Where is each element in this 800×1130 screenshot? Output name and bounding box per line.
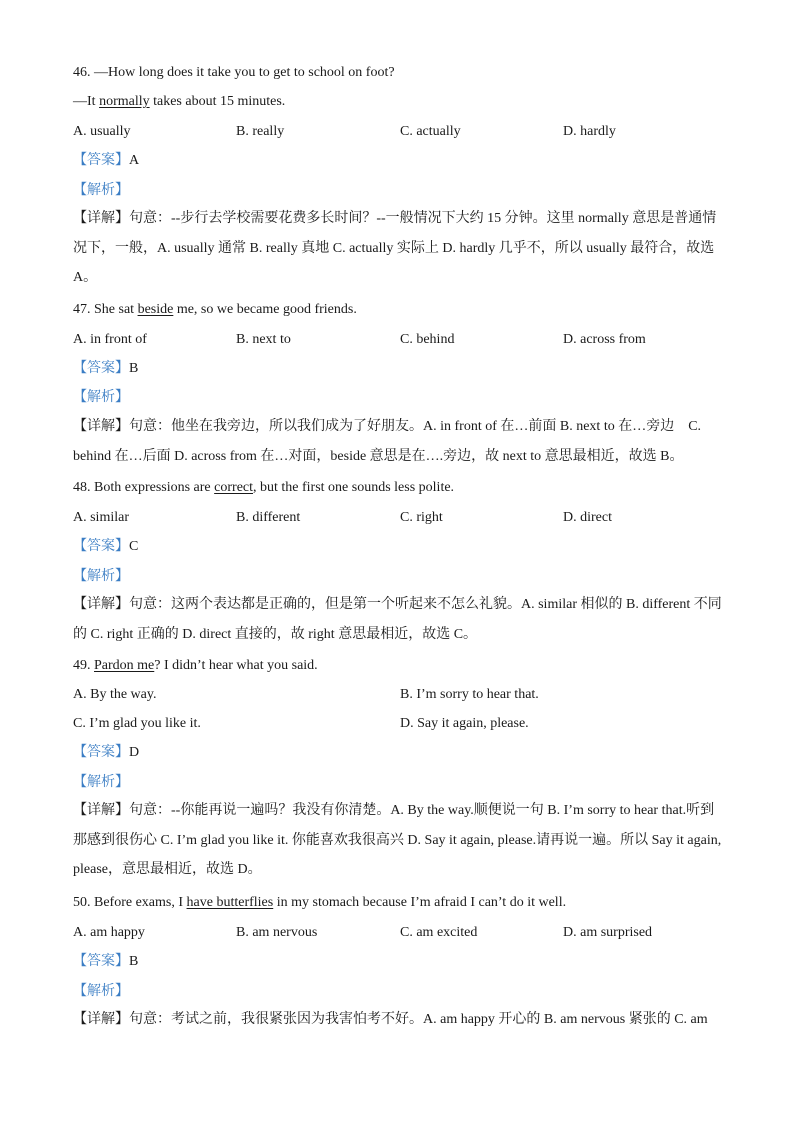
q47-option-a: A. in front of	[73, 332, 147, 347]
q46-answer	[73, 151, 139, 171]
q47-answer	[73, 359, 138, 379]
q46-stem	[73, 63, 395, 83]
q49-analysis-tag: 【解析】	[73, 775, 129, 790]
q46-detail	[73, 204, 728, 293]
q47-detail	[73, 412, 728, 471]
detail-tag: 【详解】	[73, 419, 129, 434]
answer-tag: 【答案】	[73, 745, 129, 760]
q48-option-a: A. similar	[73, 510, 129, 525]
q49-stem-post: ? I didn’t hear what you said.	[154, 658, 318, 673]
q49-option-d: D. Say it again, please.	[400, 716, 529, 731]
answer-tag: 【答案】	[73, 539, 129, 554]
q46-option-d: D. hardly	[563, 124, 616, 139]
q48-detail-text: 句意：这两个表达都是正确的，但是第一个听起来不怎么礼貌。A. similar 相似的 B. different 不同的 C. right 正确的 D. direct 直接的，故 right 意思最相近，故选 C。	[73, 597, 722, 642]
q49-answer-value: D	[129, 745, 140, 760]
q46-response-pre: —It	[73, 94, 100, 109]
q46-analysis-tag: 【解析】	[73, 183, 129, 198]
q46-response	[73, 92, 285, 112]
q50-option-c: C. am excited	[400, 925, 478, 940]
q47-answer-value: B	[129, 361, 139, 376]
q47-underlined-word: beside	[137, 302, 174, 317]
answer-tag: 【答案】	[73, 361, 129, 376]
q48-stem-post: , but the first one sounds less polite.	[253, 480, 455, 495]
q50-stem-pre: 50. Before exams, I	[73, 895, 187, 910]
q50-option-a: A. am happy	[73, 925, 145, 940]
q48-option-c: C. right	[400, 510, 443, 525]
q50-option-b: B. am nervous	[236, 925, 318, 940]
q48-underlined-word: correct	[214, 480, 254, 495]
q48-answer	[73, 537, 138, 557]
detail-tag: 【详解】	[73, 1012, 129, 1027]
answer-tag: 【答案】	[73, 153, 129, 168]
q49-answer	[73, 743, 139, 763]
q46-response-post: takes about 15 minutes.	[149, 94, 286, 109]
q50-option-d: D. am surprised	[563, 925, 653, 940]
q49-option-b: B. I’m sorry to hear that.	[400, 687, 539, 702]
q49-underlined-phrase: Pardon me	[94, 658, 155, 673]
q50-analysis-tag: 【解析】	[73, 984, 129, 999]
q46-answer-value: A	[129, 153, 140, 168]
q49-detail-text: 句意：--你能再说一遍吗？我没有你清楚。A. By the way.顺便说一句 B. I’m sorry to hear that.听到那感到很伤心 C. I’m glad you like it. 你能喜欢我很高兴 D. Say it again, please.请再说一遍。所以 Say it again, please，意思最相近，故选 D。	[73, 803, 722, 877]
q50-stem	[73, 893, 566, 913]
q50-detail-text: 句意：考试之前，我很紧张因为我害怕考不好。A. am happy 开心的 B. am nervous 紧张的 C. am	[129, 1012, 708, 1027]
q47-option-d: D. across from	[563, 332, 646, 347]
q49-number: 49.	[73, 658, 94, 673]
q46-option-c: C. actually	[400, 124, 461, 139]
q47-stem-post: me, so we became good friends.	[173, 302, 357, 317]
q50-underlined-phrase: have butterflies	[186, 895, 274, 910]
answer-tag: 【答案】	[73, 954, 129, 969]
q47-stem	[73, 300, 357, 320]
q48-analysis-tag: 【解析】	[73, 569, 129, 584]
q48-stem-pre: 48. Both expressions are	[73, 480, 215, 495]
detail-tag: 【详解】	[73, 803, 129, 818]
detail-tag: 【详解】	[73, 211, 129, 226]
q50-answer	[73, 952, 138, 972]
q47-analysis-tag: 【解析】	[73, 390, 129, 405]
q49-stem	[73, 656, 318, 676]
q47-option-c: C. behind	[400, 332, 455, 347]
q47-detail-text: 句意：他坐在我旁边，所以我们成为了好朋友。A. in front of 在…前面 B. next to 在…旁边 C. behind 在…后面 D. across from 在…对面，beside 意思是在….旁边，故 next to 意思最相近，故选 B。	[73, 419, 702, 464]
q50-answer-value: B	[129, 954, 139, 969]
q46-underlined-word: normally	[99, 94, 150, 109]
q46-option-b: B. really	[236, 124, 285, 139]
q47-option-b: B. next to	[236, 332, 291, 347]
q46-detail-text: 句意：--步行去学校需要花费多长时间？--一般情况下大约 15 分钟。这里 normally 意思是普通情况下，一般，A. usually 通常 B. really 真地 C. actually 实际上 D. hardly 几乎不，所以 usually 最符合，故选 A。	[73, 211, 717, 285]
q46-stem-text: 46. —How long does it take you to get to school on foot?	[73, 65, 395, 80]
q48-option-b: B. different	[236, 510, 301, 525]
q49-option-a: A. By the way.	[73, 687, 157, 702]
q48-answer-value: C	[129, 539, 139, 554]
q47-stem-pre: 47. She sat	[73, 302, 138, 317]
q50-stem-post: in my stomach because I’m afraid I can’t do it well.	[273, 895, 567, 910]
q49-option-c: C. I’m glad you like it.	[73, 716, 201, 731]
q50-detail	[73, 1005, 728, 1035]
q48-stem	[73, 478, 454, 498]
q49-detail	[73, 796, 728, 885]
detail-tag: 【详解】	[73, 597, 129, 612]
q46-option-a: A. usually	[73, 124, 131, 139]
q48-option-d: D. direct	[563, 510, 612, 525]
q48-detail	[73, 590, 728, 649]
